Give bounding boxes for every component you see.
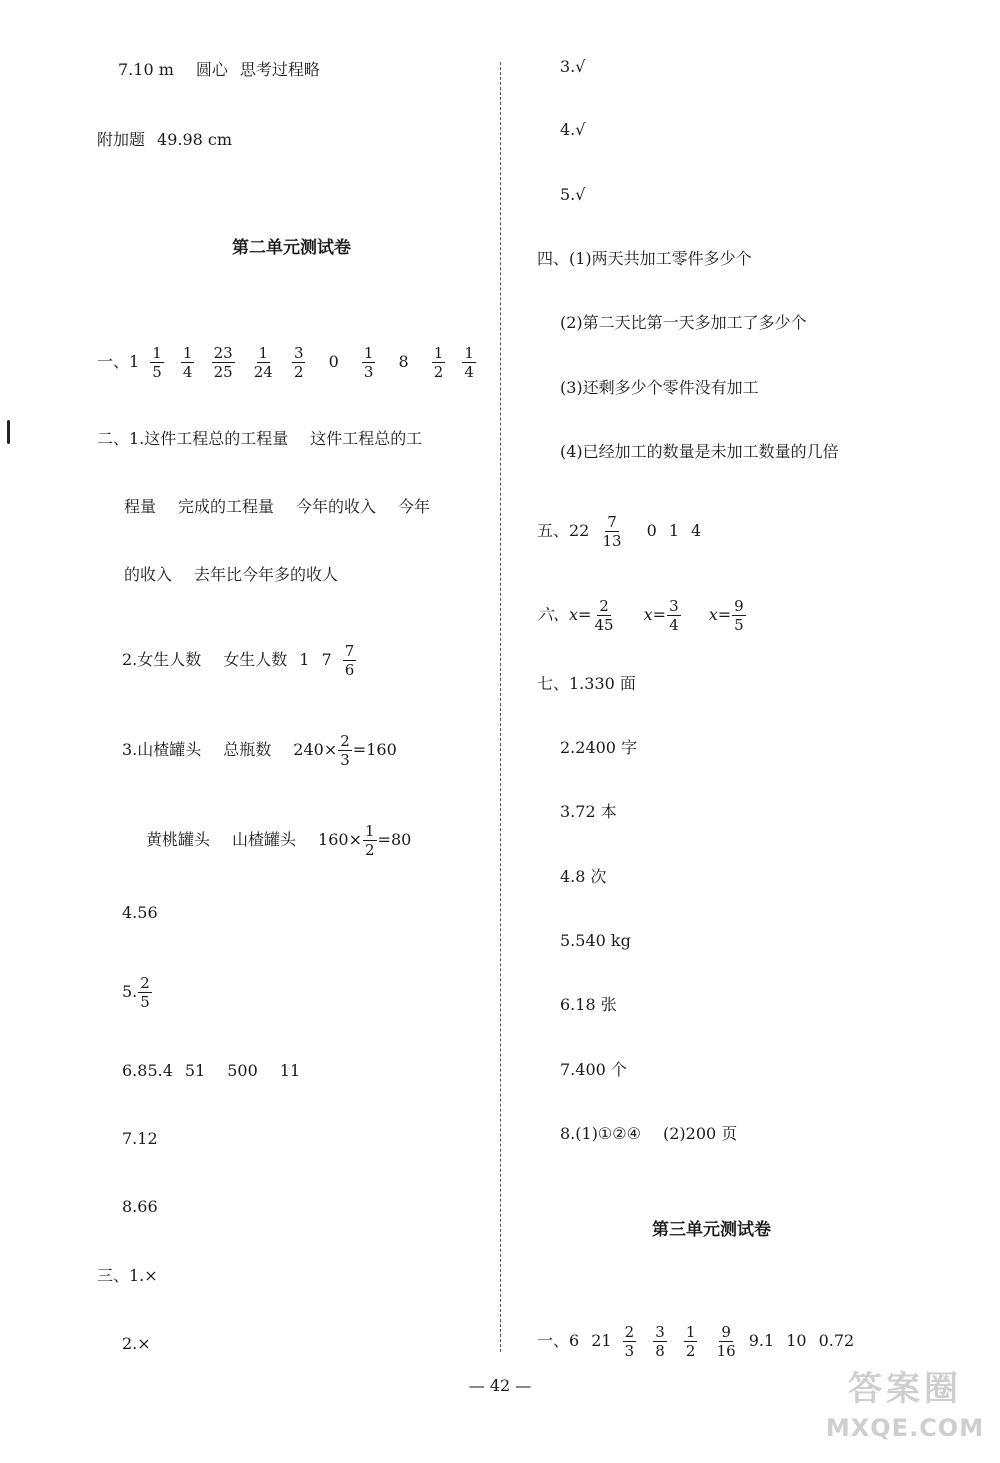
unit2-q2-item6: 6.85.4 51 500 11 — [122, 1061, 301, 1080]
unit2-q4-item1: 四、(1)两天共加工零件多少个 — [537, 249, 752, 268]
fraction: $\frac{9}{5}$ — [734, 597, 744, 634]
fraction: $\frac{7}{13}$ — [602, 513, 622, 550]
unit2-q6-line: 六、x= $\frac{2}{45}$ x= $\frac{3}{4}$ x= $\frac{9}{5}$ — [537, 597, 744, 634]
unit2-q4-item4: (4)已经加工的数量是未加工数量的几倍 — [560, 442, 839, 461]
fraction: $\frac{23}{25}$ — [213, 344, 233, 381]
page-number: — 42 — — [468, 1376, 532, 1395]
unit2-q1-line: 一、1 $\frac{1}{5}$ $\frac{1}{4}$ $\frac{23}{25}$ $\frac{1}{24}$ $\frac{3}{2}$ 0 $\frac{1}{3}$ 8 $\frac{1}{2}$ $\frac{1}{4}$ — [97, 344, 474, 381]
unit2-q3-item4: 4.√ — [560, 120, 586, 139]
unit3-title: 第三单元测试卷 — [652, 1220, 771, 1240]
unit2-q2-line3: 的收入 去年比今年多的收人 — [124, 565, 339, 584]
watermark-top: 答案圈 — [848, 1369, 962, 1409]
fraction: $\frac{2}{3}$ — [340, 732, 350, 769]
unit2-q2-item5: 5. $\frac{2}{5}$ — [122, 974, 150, 1011]
unit2-q7-item5: 5.540 kg — [560, 931, 631, 950]
unit2-q2-item3b: 黄桃罐头 山楂罐头 160× $\frac{1}{2}$ =80 — [146, 822, 412, 859]
unit3-q1-line: 一、6 21 $\frac{2}{3}$ $\frac{3}{8}$ $\frac{1}{2}$ $\frac{9}{16}$ 9.1 10 0.72 — [537, 1323, 855, 1360]
unit2-q7-item3: 3.72 本 — [560, 802, 617, 821]
fraction: $\frac{1}{2}$ — [685, 1323, 696, 1360]
unit2-q7-item2: 2.2400 字 — [560, 738, 638, 757]
unit2-q3-item1: 三、1.× — [97, 1266, 158, 1285]
unit2-q2-item4: 4.56 — [122, 903, 158, 922]
extra-question-line: 附加题 49.98 cm — [97, 130, 233, 149]
fraction: $\frac{1}{2}$ — [364, 822, 375, 859]
fraction: $\frac{3}{8}$ — [655, 1323, 665, 1360]
unit2-q2-line1: 二、1.这件工程总的工程量 这件工程总的工 — [97, 429, 423, 448]
fraction: $\frac{1}{24}$ — [253, 344, 273, 381]
unit2-q3-item3: 3.√ — [560, 57, 586, 76]
fraction: $\frac{1}{2}$ — [433, 344, 444, 381]
unit2-q4-item3: (3)还剩多少个零件没有加工 — [560, 378, 759, 397]
unit2-q2-item2: 2.女生人数 女生人数 1 7 $\frac{7}{6}$ — [122, 642, 355, 679]
unit2-q3-item5: 5.√ — [560, 185, 586, 204]
unit2-q7-item7: 7.400 个 — [560, 1060, 627, 1079]
fraction: $\frac{1}{4}$ — [464, 344, 474, 381]
unit2-q7-item6: 6.18 张 — [560, 995, 617, 1014]
unit2-q7-item4: 4.8 次 — [560, 867, 607, 886]
column-divider — [500, 62, 501, 1352]
fraction: $\frac{2}{45}$ — [594, 597, 614, 634]
fraction: $\frac{7}{6}$ — [344, 642, 355, 679]
unit2-q2-line2: 程量 完成的工程量 今年的收入 今年 — [124, 497, 431, 516]
fraction: $\frac{3}{2}$ — [293, 344, 304, 381]
unit2-q3-item2: 2.× — [122, 1334, 151, 1353]
watermark-bottom: MXQE.COM — [825, 1414, 985, 1442]
fraction: $\frac{3}{4}$ — [669, 597, 679, 634]
unit2-q7-item8: 8.(1)①②④ (2)200 页 — [560, 1124, 738, 1143]
fraction: $\frac{2}{3}$ — [624, 1323, 635, 1360]
fraction: $\frac{1}{5}$ — [152, 344, 162, 381]
unit2-q7-item1: 七、1.330 面 — [537, 674, 636, 693]
unit2-q5-line: 五、22 $\frac{7}{13}$ 0 1 4 — [537, 513, 702, 550]
unit2-q2-item3: 3.山楂罐头 总瓶数 240× $\frac{2}{3}$ =160 — [122, 732, 397, 769]
answer-line-7: 7.10 m 圆心 思考过程略 — [118, 60, 320, 79]
unit2-q4-item2: (2)第二天比第一天多加工了多少个 — [560, 313, 807, 332]
unit2-q2-item7: 7.12 — [122, 1129, 158, 1148]
fraction: $\frac{2}{5}$ — [140, 974, 150, 1011]
fraction: $\frac{9}{16}$ — [716, 1323, 736, 1360]
scan-mark — [7, 420, 10, 444]
fraction: $\frac{1}{3}$ — [363, 344, 374, 381]
unit2-title: 第二单元测试卷 — [232, 238, 351, 258]
unit2-q2-item8: 8.66 — [122, 1197, 158, 1216]
fraction: $\frac{1}{4}$ — [182, 344, 193, 381]
watermark — [815, 1365, 995, 1455]
